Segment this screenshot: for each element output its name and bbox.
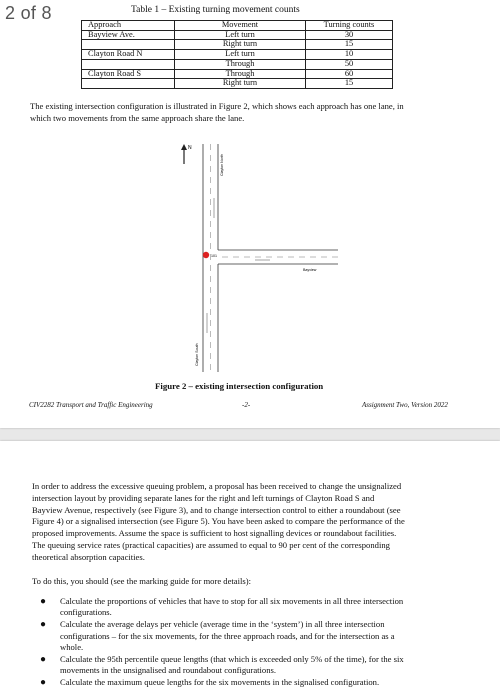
approach-cell: Bayview Ave. <box>82 30 175 40</box>
document-page-2 <box>0 441 500 700</box>
movement-cell: Right turn <box>175 79 306 89</box>
figure-caption: Figure 2 – existing intersection configuration <box>155 381 324 391</box>
table-row <box>82 79 393 89</box>
bullet-icon: ● <box>40 596 47 607</box>
paragraph-line: which two movements from the same approach share the lane. <box>30 112 245 123</box>
header-movement: Movement <box>175 21 306 31</box>
count-cell: 50 <box>306 59 393 69</box>
paragraph-line: In order to address the excessive queuing problem, a proposal has been received to change the unsignalized <box>32 481 402 491</box>
approach-cell: Clayton Road S <box>82 69 175 79</box>
list-item <box>32 596 472 618</box>
page-counter: 2 of 8 <box>5 3 52 23</box>
north-label: N <box>188 145 192 151</box>
proposal-paragraph <box>32 481 472 564</box>
configuration-paragraph <box>30 101 474 125</box>
north-arrow-icon <box>181 144 187 150</box>
paragraph-line: Figure 4) or a signalised intersection (see Figure 5). You have been asked to compare the performance of the <box>32 516 405 527</box>
approach-cell: Clayton Road N <box>82 50 175 60</box>
movement-cell: Left turn <box>175 50 306 60</box>
task-line: Calculate the proportions of vehicles that have to stop for all six movements in all three intersection <box>60 596 404 606</box>
list-item <box>32 677 472 688</box>
intersection-diagram <box>170 138 340 373</box>
table-header-row <box>82 21 393 31</box>
intersection-figure <box>170 138 340 373</box>
approach-cell <box>82 79 175 89</box>
movement-cell: Through <box>175 59 306 69</box>
task-line: whole. <box>60 641 84 652</box>
bullet-icon: ● <box>40 677 47 689</box>
footer-course: CIV2282 Transport and Traffic Engineering <box>29 401 153 409</box>
turning-counts-table <box>81 20 393 89</box>
count-cell: 10 <box>306 50 393 60</box>
marker-label: 101 <box>211 254 217 258</box>
paragraph-line: proposed improvements. Assume the space is sufficient to host signalling devices or roundabout facilities. <box>32 528 397 539</box>
count-cell: 15 <box>306 40 393 50</box>
count-cell: 15 <box>306 79 393 89</box>
bayview-label: Bayview <box>303 268 317 272</box>
task-line: movements in the unsignalised and roundabout configurations. <box>60 665 276 676</box>
paragraph-line: Bayview Avenue, respectively (see Figure 3), and to change intersection control to either a roundabout (see <box>32 504 401 515</box>
count-cell: 30 <box>306 30 393 40</box>
bullet-icon: ● <box>40 654 47 666</box>
task-line: configurations – for the six movements, for the three approach roads, and for the intersection as a <box>60 630 395 641</box>
task-line: Calculate the maximum queue lengths for the six movements in the signalised configuration. <box>60 677 380 688</box>
footer-version: Assignment Two, Version 2022 <box>362 401 448 409</box>
count-cell: 60 <box>306 69 393 79</box>
task-list <box>32 596 472 690</box>
task-line: Calculate the 95th percentile queue lengths (that which is exceeded only 5% of the time), for the six <box>60 654 404 665</box>
task-line: configurations. <box>60 607 112 618</box>
movement-cell: Right turn <box>175 40 306 50</box>
approach-cell <box>82 59 175 69</box>
paragraph-line: theoretical absorption capacities. <box>32 551 145 562</box>
location-marker-icon <box>203 252 209 258</box>
paragraph-line: The existing intersection configuration is illustrated in Figure 2, which shows each approach has one lane, in <box>30 101 404 111</box>
header-approach: Approach <box>82 21 175 31</box>
bullet-icon: ● <box>40 619 47 631</box>
table-row <box>82 59 393 69</box>
movement-cell: Through <box>175 69 306 79</box>
movement-cell: Left turn <box>175 30 306 40</box>
header-turning-counts: Turning counts <box>306 21 393 31</box>
instruction-line: To do this, you should (see the marking guide for more details): <box>32 576 251 586</box>
list-item <box>32 654 472 676</box>
paragraph-line: intersection layout by providing separate lanes for the right and left turnings of Clayton Road S and <box>32 492 375 503</box>
clayton-north-label: Clayton North <box>220 154 224 176</box>
table-caption: Table 1 – Existing turning movement counts <box>131 5 300 15</box>
clayton-south-label: Clayton South <box>195 343 199 366</box>
paragraph-line: The queuing service rates (practical capacities) are assumed to equal to 90 per cent of the corresponding <box>32 539 390 550</box>
task-line: Calculate the average delays per vehicle (average time in the ‘system’) in all three intersection <box>60 619 385 630</box>
table-row <box>82 50 393 60</box>
list-item <box>32 619 472 653</box>
footer-page-number: -2- <box>242 401 251 409</box>
